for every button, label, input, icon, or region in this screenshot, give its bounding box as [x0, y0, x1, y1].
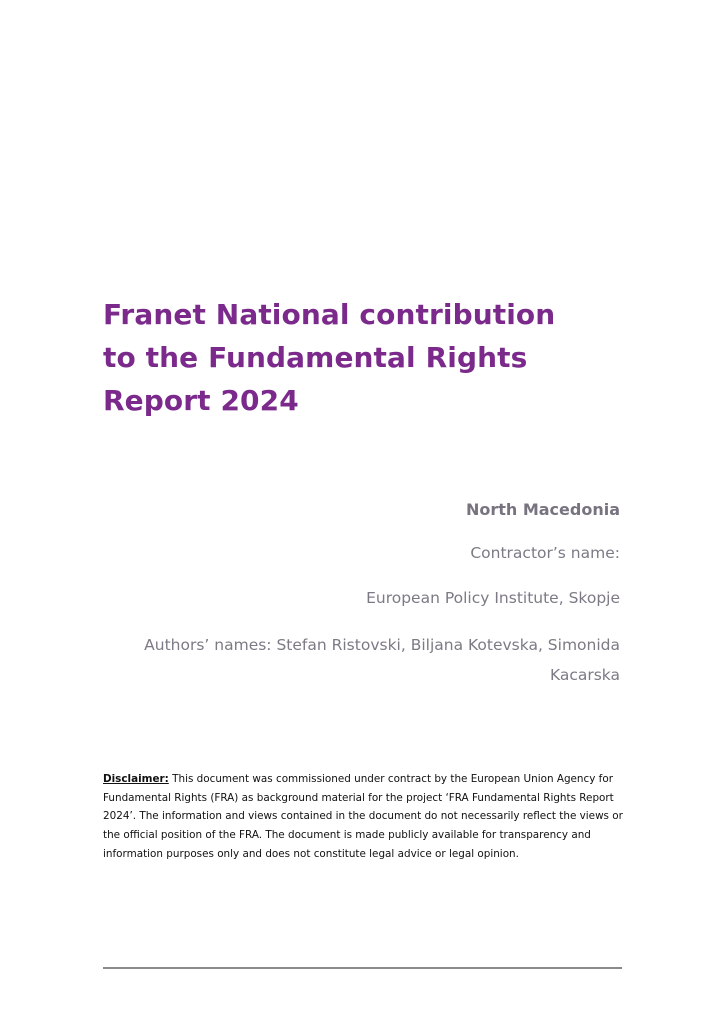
title-line-1: Franet National contribution [103, 298, 556, 331]
footer-divider [103, 967, 622, 969]
contractor-label: Contractor’s name: [470, 544, 620, 562]
disclaimer-label: Disclaimer: [103, 773, 169, 785]
document-title [103, 293, 643, 422]
disclaimer-text: This document was commissioned under contract by the European Union Agency for Fundamental Rights (FRA) as background material for the project ‘FRA Fundamental Rights Report 2024’. The information and views contained in the document do not necessarily reflect the views or the official position of the FRA. The document is made publicly available for transparency and information purposes only and does not constitute legal advice or legal opinion. [103, 773, 623, 860]
contractor-name: European Policy Institute, Skopje [366, 589, 620, 607]
authors-names: Authors’ names: Stefan Ristovski, Biljana Kotevska, Simonida Kacarska [144, 636, 620, 684]
title-line-2: to the Fundamental Rights [103, 341, 528, 374]
disclaimer-paragraph [103, 770, 623, 864]
country-name: North Macedonia [465, 500, 620, 519]
title-line-3: Report 2024 [103, 384, 299, 417]
